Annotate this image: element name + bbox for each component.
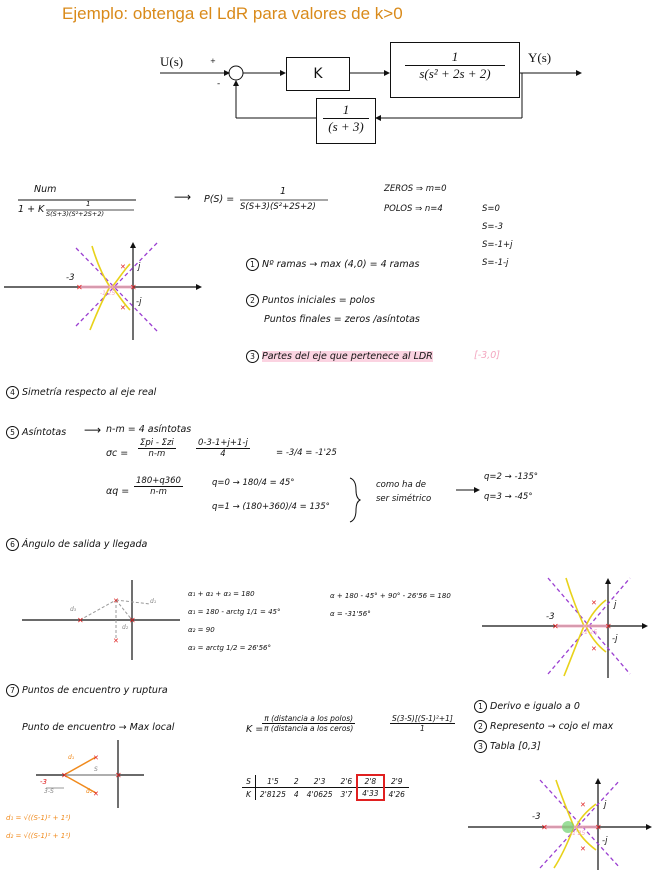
pole-1: S=-3: [482, 222, 503, 232]
rule-1: [246, 258, 419, 271]
sigma-fraction-2: [196, 438, 250, 459]
feedback-fraction: [323, 102, 369, 135]
k-expression-numerator: S(3-S)[(S-1)²+1]: [392, 714, 453, 723]
svg-text:✕: ✕: [115, 771, 122, 780]
table-s-cell: 2: [290, 775, 303, 788]
p-denominator: S(S+3)(S²+2S+2): [240, 202, 316, 212]
svg-text:✕: ✕: [580, 801, 586, 809]
rule-4-text: Simetría respecto al eje real: [22, 387, 157, 398]
rule-1-number: 1: [246, 258, 259, 271]
polos-line: POLOS ⇒ n=4: [384, 204, 443, 214]
table-s-cell: 2'3: [303, 775, 337, 788]
sym-text-a: como ha de: [376, 480, 426, 490]
input-label: U(s): [160, 54, 184, 69]
small-num: 1: [86, 200, 91, 208]
rule-1-text: Nº ramas → max (4,0) = 4 ramas: [262, 259, 420, 270]
gain-block: [286, 57, 350, 91]
table-s-label: S: [242, 775, 255, 788]
table-s-cell: 2'9: [384, 775, 409, 788]
distance-plot: [36, 740, 144, 808]
table-k-cell: 4'26: [388, 789, 405, 799]
svg-text:✕: ✕: [541, 823, 548, 832]
angle-a1: α₁ = 180 - arctg 1/1 = 45°: [188, 608, 281, 616]
step-3: [474, 740, 541, 753]
q1-line: q=1 → (180+360)/4 = 135°: [212, 502, 330, 512]
dist-plot-minus3: -3: [40, 778, 47, 786]
svg-text:✕: ✕: [76, 283, 83, 292]
angle-plot-d1: d₁: [150, 598, 157, 605]
rule-7-number: 7: [6, 684, 19, 697]
root-locus-plot-3: [468, 778, 652, 870]
table-k-label: K: [242, 788, 255, 801]
d2-formula: d₂ = √((S-1)² + 1²): [6, 832, 71, 840]
q2-line: q=2 → -135°: [484, 472, 538, 482]
page-title: Ejemplo: obtenga el LdR para valores de k>0: [62, 4, 403, 23]
rule-5-arrow: ⟶: [84, 423, 102, 437]
angle-plot-d3: d₃: [70, 606, 77, 613]
p-numerator: 1: [280, 186, 287, 197]
dist-plot-d2: d₂: [86, 788, 93, 795]
rule-2-number: 2: [246, 294, 259, 307]
rule-4-number: 4: [6, 386, 19, 399]
plot1-mj: -j: [136, 297, 142, 307]
table-s-cell: 2'8: [357, 775, 383, 788]
svg-text:✕: ✕: [120, 304, 126, 312]
angle-result: α = -31'56°: [330, 610, 371, 618]
table-k-cell: 4'0625: [306, 789, 333, 799]
zeros-line: ZEROS ⇒ m=0: [384, 184, 447, 194]
sigma-lhs: σc =: [106, 448, 129, 459]
rule-6-number: 6: [6, 538, 19, 551]
table-k-cell: 2'8125: [259, 789, 286, 799]
feedback-numerator: 1: [323, 102, 369, 119]
table-k-cell: 4: [293, 789, 299, 799]
step-2-text: Represento → cojo el max: [490, 721, 614, 732]
k-denominator: π (distancia a los ceros): [264, 724, 354, 733]
small-den: S(S+3)(S²+2S+2): [46, 210, 104, 218]
angle-plot: [22, 580, 180, 660]
rule-3: [246, 350, 433, 363]
sum-plus-sign: +: [210, 57, 216, 65]
plot3-centroid: -1'25: [570, 830, 586, 837]
svg-text:✕: ✕: [120, 263, 126, 271]
rule-6-text: Ángulo de salida y llegada: [22, 539, 148, 550]
q0-line: q=0 → 180/4 = 45°: [212, 478, 295, 488]
table-s-cell: 2'6: [337, 775, 358, 788]
k-expression: [390, 714, 455, 733]
plot3-mj: -j: [602, 836, 608, 846]
pole-0: S=0: [482, 204, 500, 214]
svg-text:✕: ✕: [552, 622, 559, 631]
plot3-minus3: -3: [532, 812, 541, 822]
encuentro-line: Punto de encuentro → Max local: [22, 722, 175, 733]
angle-equation: α + 180 - 45° + 90° - 26'56 = 180: [330, 592, 451, 600]
rule-3-number: 3: [246, 350, 259, 363]
svg-text:✕: ✕: [130, 283, 137, 292]
rule-2-text-a: Puntos iniciales = polos: [262, 295, 375, 306]
k-fraction: [262, 714, 355, 733]
feedback-block: [316, 98, 376, 144]
step-2-number: 2: [474, 720, 487, 733]
num-label: Num: [34, 184, 57, 195]
dist-plot-3s: 3-S: [44, 788, 54, 795]
angle-a2: α₂ = 90: [188, 626, 215, 634]
svg-text:✕: ✕: [129, 616, 136, 625]
angle-plot-d2: d₂: [122, 624, 129, 631]
rule-6: [6, 538, 147, 551]
table-k-cell: 3'7: [340, 789, 353, 799]
rule-5: [6, 426, 66, 439]
plot2-mj: -j: [612, 634, 618, 644]
pole-3: S=-1-j: [482, 258, 509, 268]
plot1-j: j: [138, 262, 141, 272]
p-label: P(S) =: [204, 194, 235, 205]
alpha-numerator: 180+q360: [136, 476, 181, 486]
sigma-fraction: [138, 438, 176, 459]
root-locus-plot-2: [482, 578, 648, 678]
rule-7-text: Puntos de encuentro y ruptura: [22, 685, 168, 696]
sigma-result: = -3/4 = -1'25: [276, 448, 337, 458]
plant-numerator: 1: [405, 49, 505, 66]
step-1-text: Derivo e igualo a 0: [490, 701, 580, 712]
plant-denominator: s(s² + 2s + 2): [419, 66, 491, 81]
plot2-j: j: [614, 600, 617, 610]
k-numerator: π (distancia a los polos): [262, 714, 355, 724]
k-lhs: K =: [246, 724, 264, 735]
plot2-minus3: -3: [546, 612, 555, 622]
d1-formula: d₁ = √((S-1)² + 1²): [6, 814, 71, 822]
plot2-centroid: -1'25: [582, 629, 598, 636]
alpha-lhs: αq =: [106, 486, 130, 497]
rule-2: [246, 294, 375, 307]
svg-text:✕: ✕: [61, 771, 68, 780]
rule-5-number: 5: [6, 426, 19, 439]
eq-arrow: ⟶: [174, 190, 192, 204]
rule-3-interval: [-3,0]: [474, 350, 500, 361]
step-2: [474, 720, 613, 733]
dist-plot-s: S: [94, 766, 98, 773]
svg-text:✕: ✕: [591, 645, 597, 653]
pole-2: S=-1+j: [482, 240, 513, 250]
table-k-cell: 4'33: [357, 788, 383, 801]
table-s-cell: 1'5: [255, 775, 289, 788]
rule-5-text: Asíntotas: [22, 427, 67, 438]
k-expression-denominator: 1: [420, 724, 425, 733]
angle-a3: α₃ = arctg 1/2 = 26'56°: [188, 644, 271, 652]
plot1-minus3: -3: [66, 273, 75, 283]
rule-5-nm: n-m = 4 asíntotas: [106, 424, 192, 435]
step-1-number: 1: [474, 700, 487, 713]
svg-text:✕: ✕: [93, 790, 99, 798]
svg-text:✕: ✕: [113, 597, 119, 605]
sigma-numerator: Σpi - Σzi: [140, 438, 174, 448]
feedback-denominator: (s + 3): [328, 119, 364, 134]
step-3-text: Tabla [0,3]: [490, 741, 541, 752]
sigma-denominator-2: 4: [220, 449, 226, 459]
svg-text:✕: ✕: [93, 754, 99, 762]
svg-text:✕: ✕: [580, 845, 586, 853]
gain-label: K: [313, 66, 323, 82]
step-3-number: 3: [474, 740, 487, 753]
step-1: [474, 700, 580, 713]
output-label: Y(s): [528, 50, 552, 65]
rule-3-text: Partes del eje que pertenece al LDR: [262, 351, 433, 362]
angle-sum: α₁ + α₂ + α₃ = 180: [188, 590, 255, 598]
svg-text:✕: ✕: [595, 823, 602, 832]
sum-minus-sign: -: [217, 79, 221, 89]
svg-text:✕: ✕: [591, 599, 597, 607]
svg-text:✕: ✕: [77, 616, 84, 625]
alpha-fraction: [134, 476, 183, 497]
plot1-centroid: -1'25: [100, 290, 116, 297]
plant-block: [390, 42, 520, 98]
sigma-numerator-2: 0-3-1+j+1-j: [198, 438, 248, 448]
sigma-denominator: n-m: [148, 449, 166, 459]
sym-text-b: ser simétrico: [376, 494, 432, 504]
plot3-j: j: [604, 800, 607, 810]
rule-2b: Puntos finales = zeros /asíntotas: [264, 314, 420, 325]
svg-text:✕: ✕: [113, 637, 119, 645]
q3-line: q=3 → -45°: [484, 492, 533, 502]
k-table: [242, 774, 409, 801]
rule-7: [6, 684, 168, 697]
alpha-denominator: n-m: [150, 487, 167, 497]
dist-plot-d1: d₁: [68, 754, 75, 761]
rule-4: [6, 386, 156, 399]
den-one-plus-k: 1 + K: [18, 204, 45, 215]
plant-fraction: [405, 49, 505, 82]
svg-text:✕: ✕: [605, 622, 612, 631]
